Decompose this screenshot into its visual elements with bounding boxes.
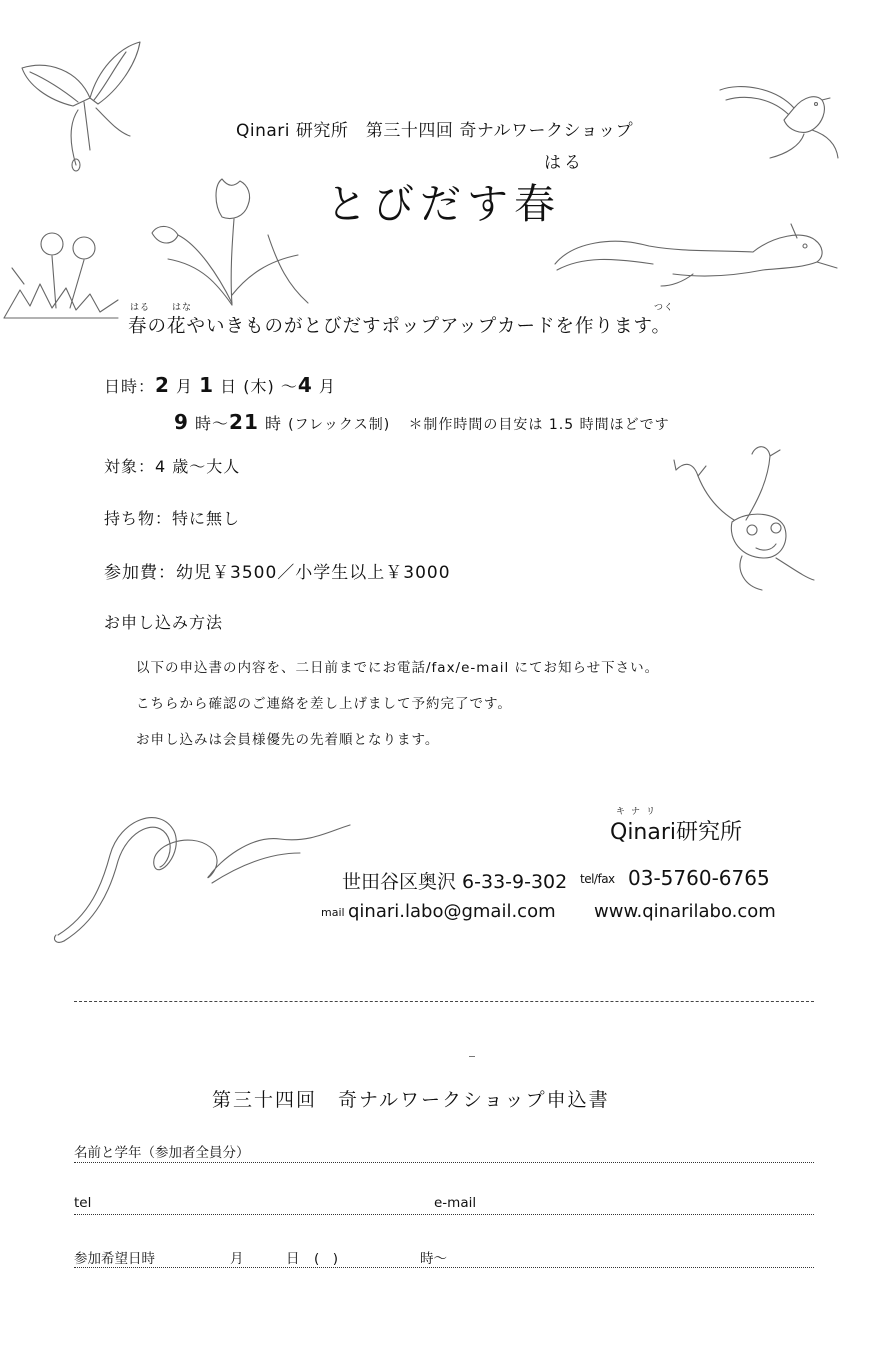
intro-text: 春の花やいきものがとびだすポップアップカードを作ります。 — [128, 316, 672, 337]
name-grade-field[interactable] — [74, 1162, 814, 1163]
phone-number: 03-5760-6765 — [628, 866, 770, 890]
workshop-header: Qinari 研究所 第三十四回 奇ナルワークショップ — [236, 121, 634, 141]
date-start-day: 1 — [199, 373, 215, 397]
date-month-unit-2: 月 — [318, 377, 336, 396]
time-note: ＊制作時間の目安は 1.5 時間ほどです — [408, 417, 670, 433]
day-label: 日 — [286, 1251, 300, 1267]
datetime-label: 日時： — [104, 377, 156, 396]
org-name: Qinari研究所 — [610, 820, 743, 845]
date-tilde: ～ — [280, 377, 298, 396]
cut-line-divider — [74, 1001, 814, 1002]
event-target: 対象：4 歳～大人 — [104, 457, 241, 476]
tel-email-field[interactable] — [74, 1214, 814, 1215]
time-unit-end: 時 — [264, 414, 282, 433]
date-day-unit: 日 — [220, 377, 238, 396]
form-title: 第三十四回 奇ナルワークショップ申込書 — [212, 1089, 610, 1111]
page-title: とびだす春 — [326, 180, 561, 228]
tulip-illustration — [148, 175, 328, 310]
weekday-paren: ( ) — [314, 1251, 339, 1267]
date-month-unit: 月 — [176, 377, 194, 396]
time-end: 21 — [229, 410, 259, 434]
address: 世田谷区奥沢 6-33-9-302 — [342, 871, 568, 893]
time-unit-start: 時～ — [195, 414, 230, 433]
frog-illustration — [672, 440, 822, 600]
telfax-label: tel/fax — [580, 872, 615, 886]
apply-note: 以下の申込書の内容を、二日前までにお電話/fax/e-mail にてお知らせ下さい。 — [136, 660, 660, 676]
time-flex: (フレックス制) — [288, 417, 391, 433]
name-grade-label: 名前と学年（参加者全員分） — [74, 1145, 250, 1161]
apply-heading: お申し込み方法 — [104, 613, 224, 632]
org-ruby: キナリ — [616, 807, 662, 817]
apply-note: こちらから確認のご連絡を差し上げまして予約完了です。 — [136, 696, 512, 712]
intro-ruby-haru: はる — [130, 303, 151, 313]
email-label: e-mail — [434, 1195, 477, 1211]
month-label: 月 — [230, 1251, 244, 1267]
hour-label: 時～ — [420, 1251, 447, 1267]
event-date — [104, 373, 336, 397]
email-address: qinari.labo@gmail.com — [348, 901, 556, 922]
squirrel-illustration — [553, 216, 843, 291]
dandelion-illustration — [0, 228, 125, 323]
snake-illustration — [50, 795, 355, 945]
time-start: 9 — [174, 410, 189, 434]
event-bring: 持ち物：特に無し — [104, 509, 241, 528]
event-fee: 参加費：幼児￥3500／小学生以上￥3000 — [104, 563, 451, 583]
date-start-month: 2 — [155, 373, 170, 397]
apply-note: お申し込みは会員様優先の先着順となります。 — [136, 732, 440, 748]
intro-ruby-hana: はな — [172, 303, 193, 313]
preferred-date-label: 参加希望日時 — [74, 1251, 155, 1267]
website-url: www.qinarilabo.com — [594, 901, 776, 922]
stray-mark — [469, 1056, 475, 1057]
event-time — [174, 410, 670, 434]
date-weekday: (木) — [243, 377, 275, 396]
title-ruby: はる — [544, 153, 584, 173]
intro-ruby-tsuku: つく — [654, 303, 675, 313]
preferred-date-field[interactable] — [74, 1267, 814, 1268]
butterfly-illustration — [18, 40, 148, 175]
bird-illustration — [716, 80, 841, 165]
date-end-month: 4 — [297, 373, 313, 397]
mail-label: mail — [321, 906, 345, 919]
tel-label: tel — [74, 1195, 92, 1211]
